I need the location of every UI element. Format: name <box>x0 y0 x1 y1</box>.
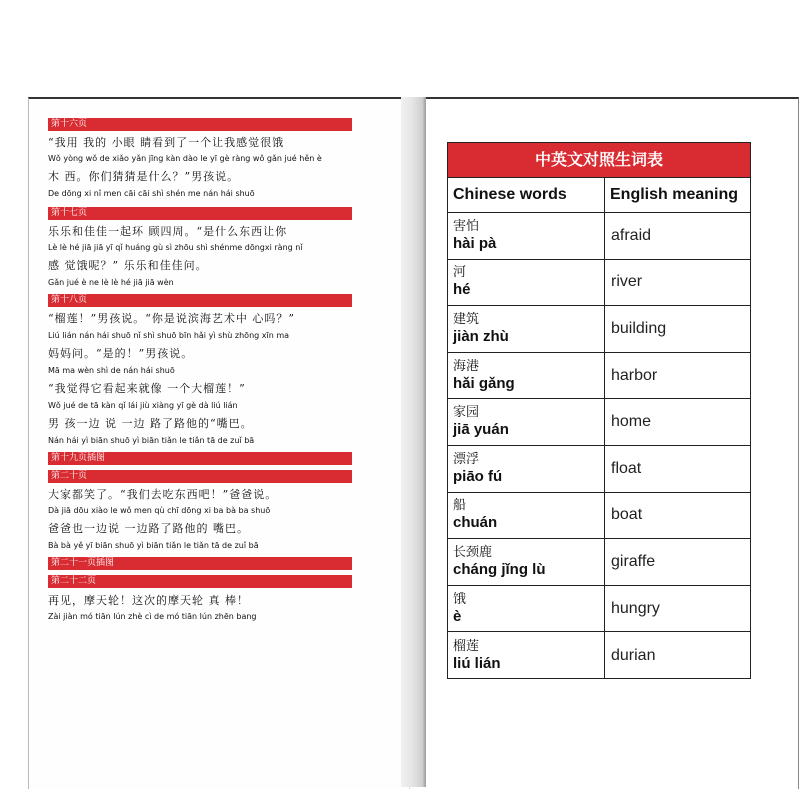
chinese-cell <box>448 399 605 445</box>
hanzi-line: 爸爸也一边说 一边路了路他的 嘴巴。 <box>48 522 249 535</box>
table-row <box>448 632 750 679</box>
english-meaning: boat <box>611 506 643 524</box>
table-row <box>448 586 750 633</box>
hanzi-line: “我用 我的 小眼 睛看到了一个让我感觉很饿 <box>48 136 285 149</box>
table-row <box>448 539 750 586</box>
pinyin-word: liú lián <box>453 654 501 672</box>
pinyin-line: Bà bà yě yī biān shuō yì biān tiǎn le tiǎn tā de zuǐ bā <box>48 541 259 550</box>
hanzi-line: 再见，摩天轮！这次的摩天轮 真 棒！ <box>48 594 249 607</box>
pinyin-line: Nán hái yì biān shuō yì biān tiǎn le tiǎn tā de zuǐ bā <box>48 436 255 445</box>
english-meaning: afraid <box>611 226 652 244</box>
chinese-word: 漂浮 <box>453 451 480 467</box>
chinese-word: 家园 <box>453 405 480 421</box>
section-header: 第二十页 <box>48 470 352 483</box>
table-row <box>448 446 750 493</box>
table-row <box>448 260 750 307</box>
chinese-word: 船 <box>453 498 467 514</box>
pinyin-line: Liú lián nán hái shuō nǐ shì shuō bīn hǎi yì shù zhōng xīn ma <box>48 331 290 340</box>
chinese-word: 建筑 <box>453 311 480 327</box>
table-row <box>448 493 750 540</box>
pinyin-line: Zài jiàn mó tiān lún zhè cì de mó tiān lún zhēn bang <box>48 612 257 621</box>
section-header: 第十六页 <box>48 118 352 131</box>
hanzi-line: 感 觉饿呢？” 乐乐和佳佳问。 <box>48 259 208 272</box>
english-meaning: building <box>611 319 667 337</box>
english-meaning: river <box>611 273 643 291</box>
chinese-word: 长颈鹿 <box>453 544 493 560</box>
chinese-word: 害怕 <box>453 218 480 234</box>
section-header: 第十九页插图 <box>48 452 352 465</box>
chinese-word: 饿 <box>453 591 467 607</box>
pinyin-line: Wǒ jué de tā kàn qǐ lái jiù xiàng yī gè dà liú lián <box>48 401 238 410</box>
pinyin-word: piāo fú <box>453 467 503 485</box>
pinyin-word: cháng jǐng lù <box>453 560 546 578</box>
vocabulary-table-header <box>448 178 750 213</box>
column-header-english: English meaning <box>610 186 739 203</box>
hanzi-line: “我觉得它看起来就像 一个大榴莲！” <box>48 382 246 395</box>
book-gutter <box>401 97 426 787</box>
pinyin-line: De dōng xi nǐ men cāi cāi shì shén me nán hái shuō <box>48 189 255 198</box>
table-row <box>448 213 750 260</box>
hanzi-line: 乐乐和佳佳一起环 顾四周。“是什么东西让你 <box>48 225 288 238</box>
pinyin-word: è <box>453 607 462 625</box>
english-meaning: giraffe <box>611 552 656 570</box>
table-row <box>448 399 750 446</box>
pinyin-line: Wǒ yòng wǒ de xiǎo yǎn jīng kàn dào le yī gè ràng wǒ gǎn jué hěn è <box>48 154 322 163</box>
hanzi-line: 大家都笑了。“我们去吃东西吧！”爸爸说。 <box>48 488 278 501</box>
chinese-cell <box>448 632 605 679</box>
chinese-cell <box>448 539 605 585</box>
table-row <box>448 353 750 400</box>
hanzi-line: 妈妈问。“是的！”男孩说。 <box>48 347 194 360</box>
chinese-word: 海港 <box>453 358 480 374</box>
pinyin-word: jiàn zhù <box>453 327 509 345</box>
pinyin-word: hài pà <box>453 234 497 252</box>
english-meaning: home <box>611 413 652 431</box>
section-header: 第二十一页插图 <box>48 557 352 570</box>
pinyin-word: jiā yuán <box>453 421 509 439</box>
pinyin-line: Lè lè hé jiā jiā yī qǐ huáng gù sì zhōu shì shénme dōngxi ràng nǐ <box>48 243 303 252</box>
chinese-cell <box>448 586 605 632</box>
chinese-cell <box>448 353 605 399</box>
pinyin-line: Gǎn jué è ne lè lè hé jiā jiā wèn <box>48 278 174 287</box>
chinese-cell <box>448 213 605 259</box>
chinese-cell <box>448 493 605 539</box>
chinese-cell <box>448 260 605 306</box>
chinese-cell <box>448 306 605 352</box>
pinyin-line: Dà jiā dōu xiào le wǒ men qù chī dōng xi ba bà ba shuō <box>48 506 271 515</box>
table-row <box>448 306 750 353</box>
hanzi-line: 男 孩一边 说 一边 路了路他的“嘴巴。 <box>48 417 253 430</box>
pinyin-word: hé <box>453 281 471 299</box>
chinese-word: 河 <box>453 265 467 281</box>
pinyin-word: chuán <box>453 514 498 532</box>
chinese-cell <box>448 446 605 492</box>
hanzi-line: “榴莲！”男孩说。“你是说滨海艺术中 心吗？” <box>48 312 295 325</box>
english-meaning: float <box>611 459 642 477</box>
english-meaning: harbor <box>611 366 658 384</box>
pinyin-word: hǎi gǎng <box>453 374 515 392</box>
pinyin-line: Mā ma wèn shì de nán hái shuō <box>48 366 175 375</box>
vocabulary-table-title: 中英文对照生词表 <box>448 143 750 178</box>
section-header: 第二十二页 <box>48 575 352 588</box>
vocabulary-table <box>447 142 751 679</box>
english-meaning: durian <box>611 646 656 664</box>
section-header: 第十八页 <box>48 294 352 307</box>
english-meaning: hungry <box>611 599 660 617</box>
hanzi-line: 木 西。你们猜猜是什么？”男孩说。 <box>48 170 240 183</box>
chinese-word: 榴莲 <box>453 638 480 654</box>
scan-background <box>0 0 800 96</box>
section-header: 第十七页 <box>48 207 352 220</box>
column-header-chinese: Chinese words <box>448 178 605 212</box>
